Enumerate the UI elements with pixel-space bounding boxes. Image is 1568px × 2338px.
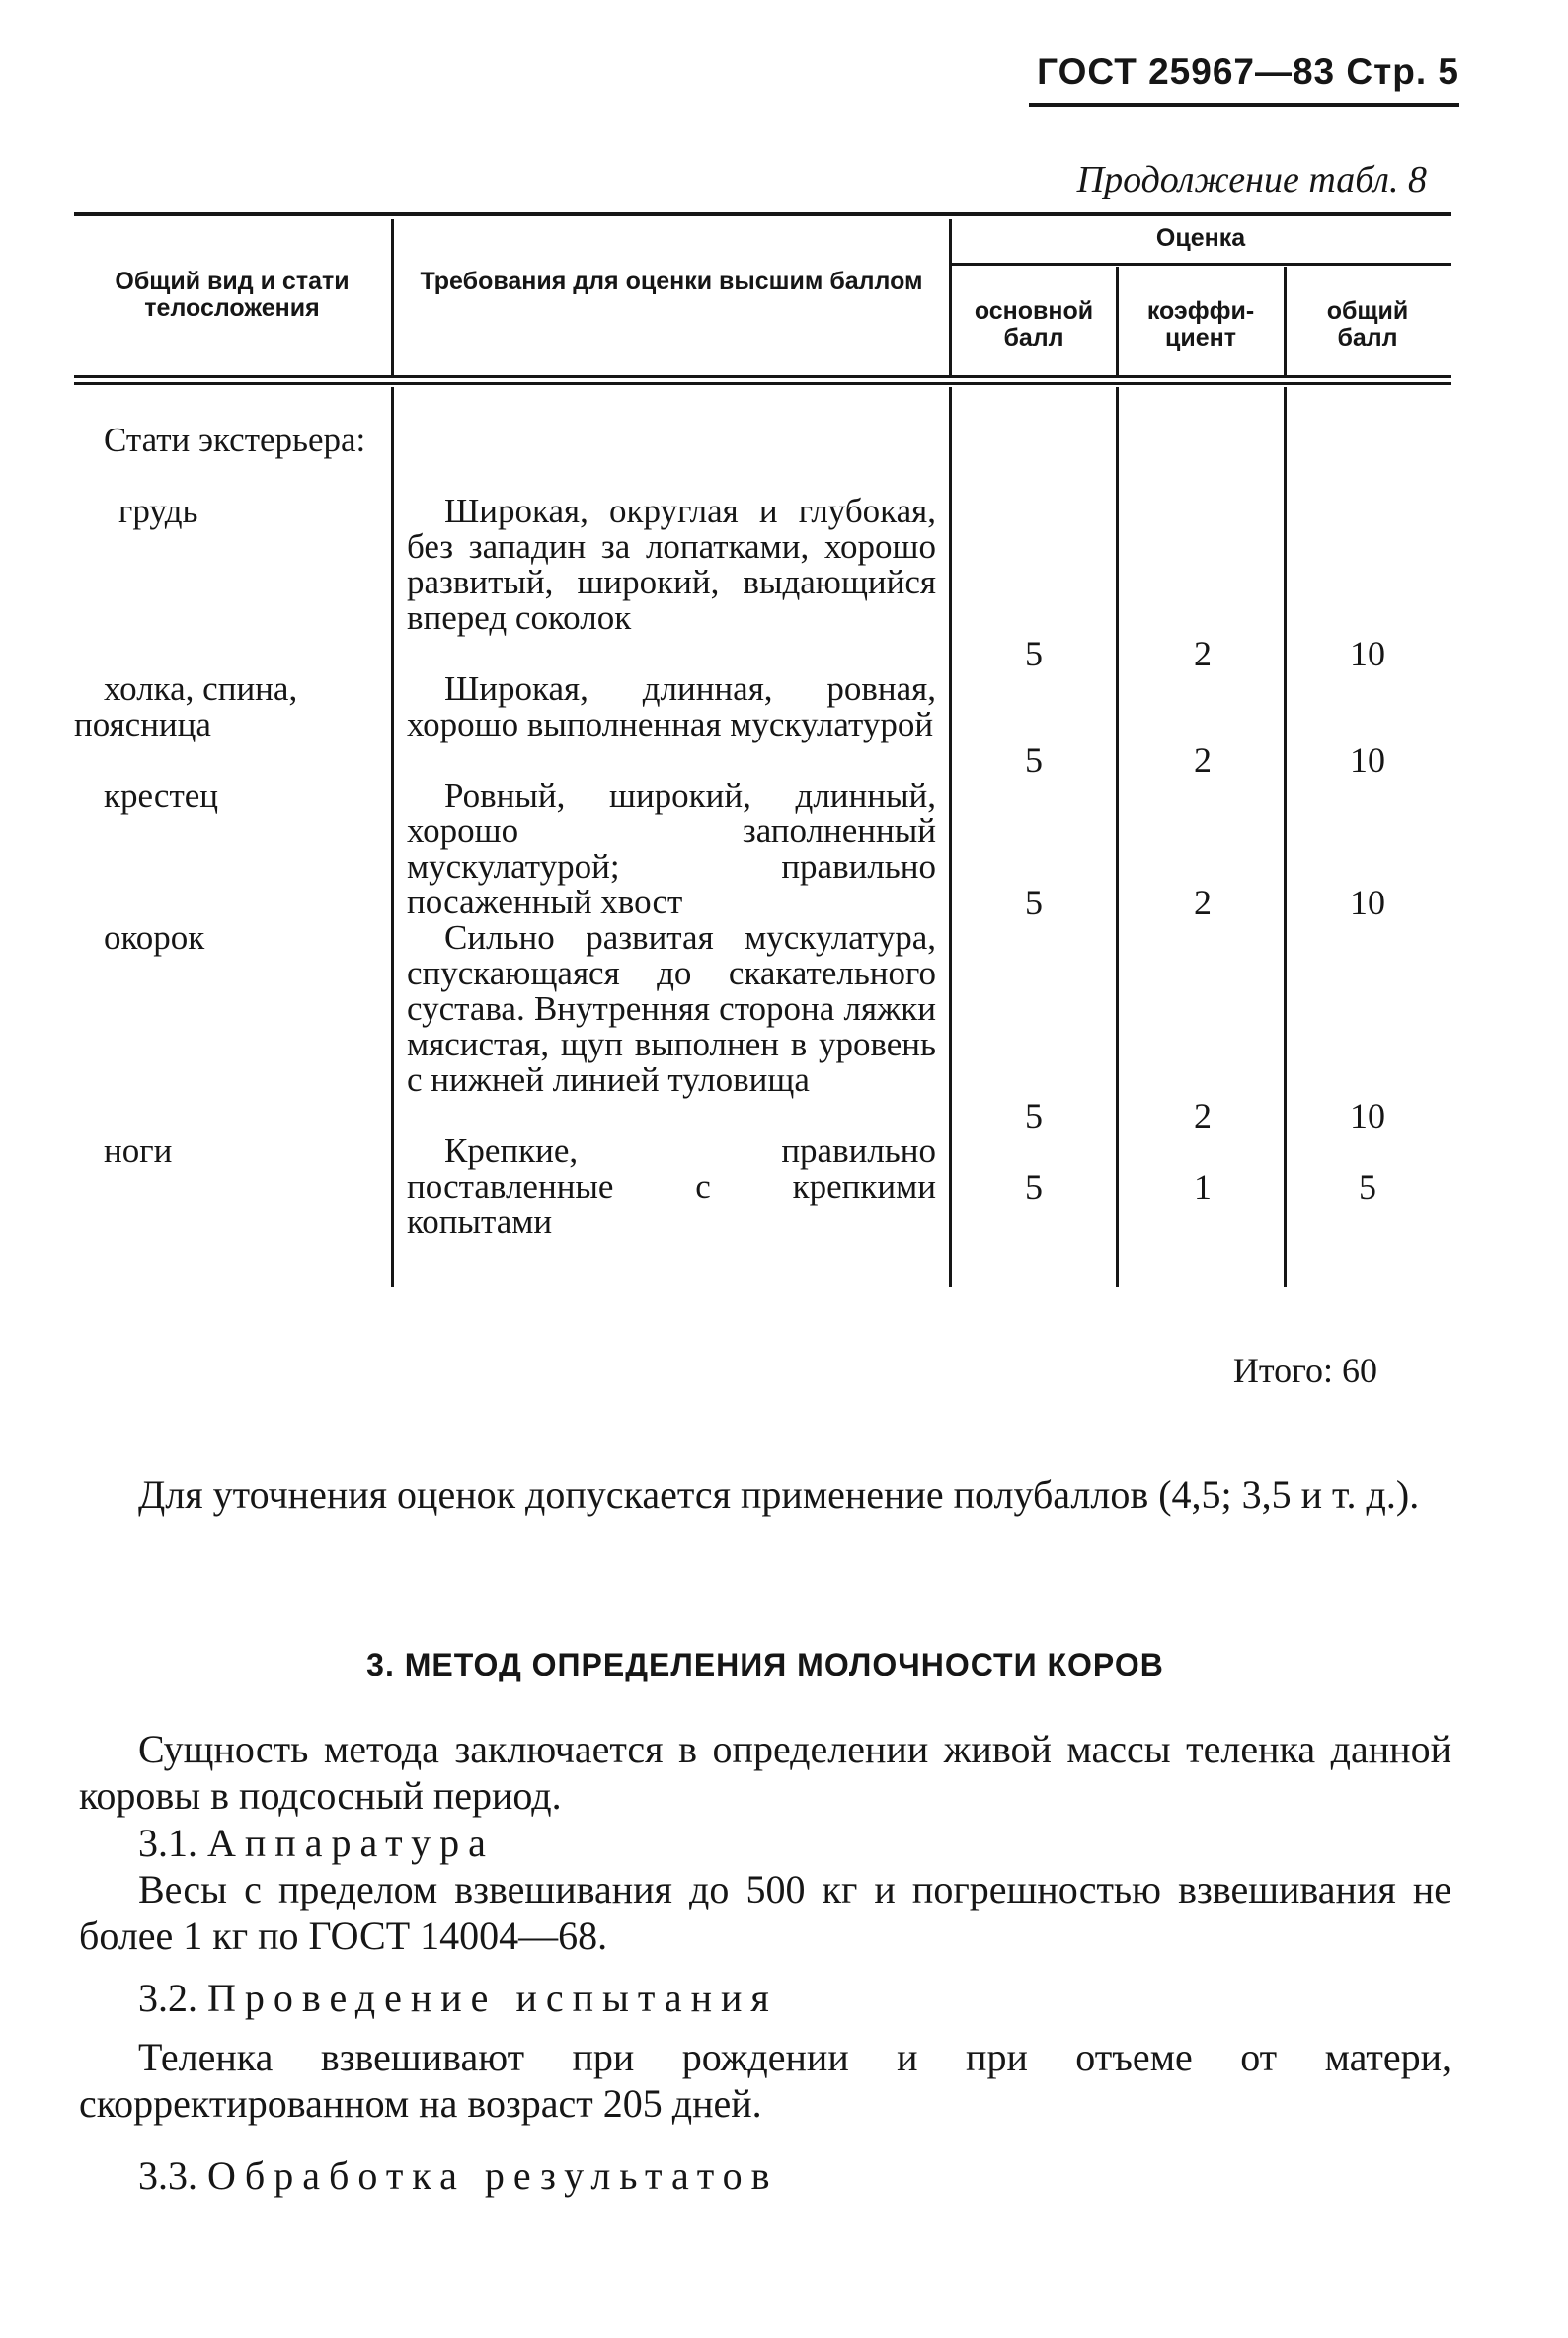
row-coefficient: 2 (1194, 634, 1212, 673)
header-coef: коэффи-циент (1146, 297, 1255, 351)
row-total-score: 10 (1350, 634, 1385, 673)
row-total-score: 10 (1350, 740, 1385, 780)
row-name: окорок (104, 918, 205, 957)
row-requirement: Ровный, широкий, длинный, хорошо заполненный мускулатурой; правильно посаженный хвост (407, 776, 936, 921)
header-group: Оценка (1155, 224, 1246, 252)
running-head: ГОСТ 25967—83 Стр. 5 (1037, 51, 1459, 92)
table-vline-1-body (391, 387, 394, 1287)
row-requirement: Широкая, длинная, ровная, хорошо выполненная мускулатурой (407, 669, 936, 743)
table-vline-4-body (1284, 387, 1287, 1287)
row-total-score: 10 (1350, 883, 1385, 922)
table-vline-2-body (949, 387, 952, 1287)
subsection-3-3 (138, 2152, 1422, 2199)
row-coefficient: 2 (1194, 740, 1212, 780)
section-3-intro: Сущность метода заключается в определении живой массы теленка данной коровы в подсосный период. (79, 1727, 1451, 1818)
row-base-score: 5 (1025, 1096, 1043, 1135)
row-total-score: 10 (1350, 1096, 1385, 1135)
subsection-3-3-title: Обработка результатов (207, 2153, 779, 2198)
row-base-score: 5 (1025, 740, 1043, 780)
row-base-score: 5 (1025, 1167, 1043, 1207)
subsection-3-1-text: Весы с пределом взвешивания до 500 кг и погрешностью взвешивания не более 1 кг по ГОСТ 14004—68. (79, 1867, 1451, 1958)
table-total: Итого: 60 (1232, 1351, 1377, 1390)
table-vline-3-body (1116, 387, 1119, 1287)
table-vline-2 (949, 219, 952, 377)
row-name: крестец (104, 776, 219, 815)
section-label: Стати экстерьера: (104, 421, 366, 459)
row-name: холка, спина, поясница (74, 669, 298, 743)
row-requirement: Крепкие, правильно поставленные с крепкими копытами (407, 1131, 936, 1241)
subsection-3-2-text: Теленка взвешивают при рождении и при отъеме от матери, скорректированном на возраст 205 дней. (79, 2035, 1451, 2126)
header-bottom-rule (74, 375, 1451, 378)
row-coefficient: 1 (1194, 1167, 1212, 1207)
row-total-score: 5 (1359, 1167, 1376, 1207)
group-rule (951, 263, 1451, 266)
table-vline-1 (391, 219, 394, 377)
row-coefficient: 2 (1194, 1096, 1212, 1135)
header-col2: Требования для оценки высшим баллом (420, 268, 923, 295)
row-requirement: Сильно развитая мускулатура, спускающаяся до скакательного сустава. Внутренняя сторона ляжки мясистая, щуп выполнен в уровень с нижней линией туловища (407, 918, 936, 1099)
row-base-score: 5 (1025, 634, 1043, 673)
subsection-3-1 (138, 1820, 1422, 1866)
subsection-3-3-number: 3.3. (138, 2153, 197, 2198)
subsection-3-1-title: Аппаратура (207, 1821, 495, 1865)
subsection-3-2-number: 3.2. (138, 1976, 197, 2020)
row-coefficient: 2 (1194, 883, 1212, 922)
row-name: ноги (104, 1131, 173, 1170)
row-name: грудь (118, 492, 198, 530)
header-col1: Общий вид и стати телосложения (115, 268, 350, 322)
header-base: основной балл (974, 297, 1094, 351)
table-vline-3 (1116, 267, 1119, 377)
section-3-title: 3. МЕТОД ОПРЕДЕЛЕНИЯ МОЛОЧНОСТИ КОРОВ (366, 1647, 1164, 1682)
running-head-rule (1029, 103, 1459, 107)
table-vline-4 (1284, 267, 1287, 377)
subsection-3-2-title: Проведение испытания (207, 1976, 778, 2020)
subsection-3-1-number: 3.1. (138, 1821, 197, 1865)
row-base-score: 5 (1025, 883, 1043, 922)
table-continuation: Продолжение табл. 8 (1076, 159, 1427, 200)
table-top-rule (74, 212, 1451, 216)
row-requirement: Широкая, округлая и глубокая, без западин за лопатками, хорошо развитый, широкий, выдающийся вперед соколок (407, 492, 936, 637)
header-bottom-rule-2 (74, 382, 1451, 385)
header-total: общий балл (1326, 297, 1409, 351)
paragraph-half-points: Для уточнения оценок допускается применение полубаллов (4,5; 3,5 и т. д.). (138, 1472, 1420, 1517)
subsection-3-2 (138, 1975, 1422, 2021)
